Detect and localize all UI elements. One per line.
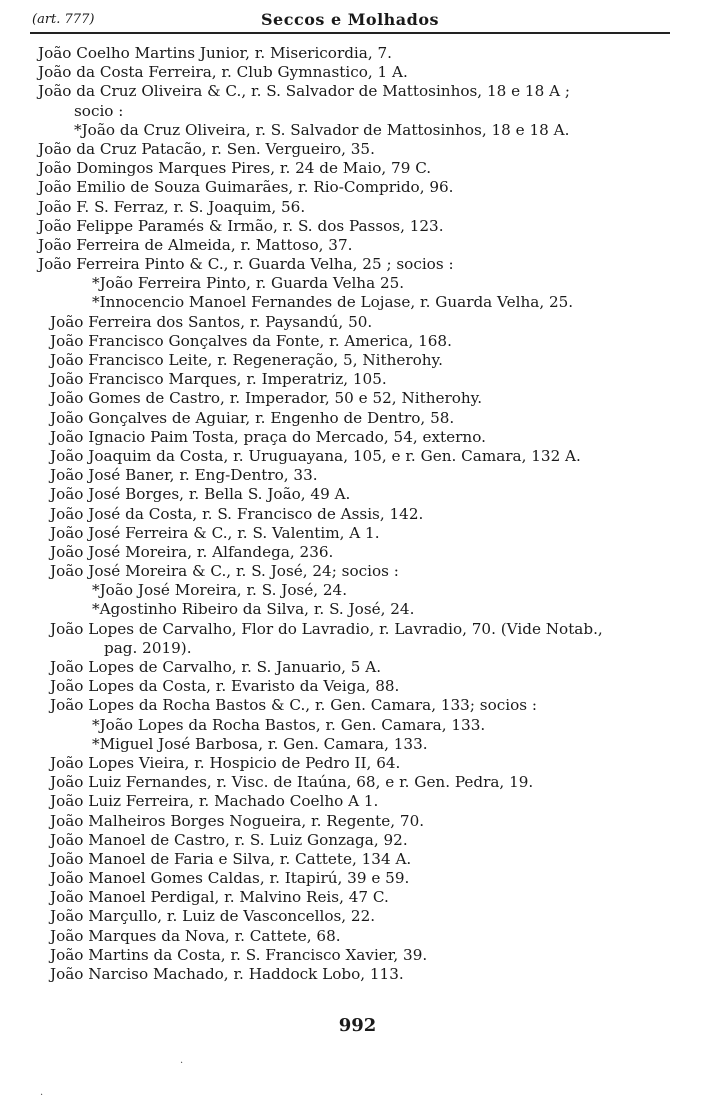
entry-line: João Manoel Perdigal, r. Malvino Reis, 47 C. (50, 888, 389, 907)
entry-line: João Luiz Ferreira, r. Machado Coelho A 1. (50, 792, 379, 811)
entry-line: João Ferreira de Almeida, r. Mattoso, 37. (38, 235, 353, 254)
entry-line: João Manoel Gomes Caldas, r. Itapirú, 39 e 59. (50, 869, 410, 888)
article-number: (art. 777) (32, 12, 95, 27)
entry-line: João José Moreira, r. Alfandega, 236. (50, 542, 334, 561)
entry-line: João Marçullo, r. Luiz de Vasconcellos, 22. (50, 907, 376, 926)
entry-line: João Gonçalves de Aguiar, r. Engenho de Dentro, 58. (50, 408, 455, 427)
entry-line: João Lopes de Carvalho, Flor do Lavradio, r. Lavradio, 70. (Vide Notab., (50, 619, 603, 638)
entry-line: João Felippe Paramés & Irmão, r. S. dos Passos, 123. (38, 216, 444, 235)
entry-line: João Ignacio Paim Tosta, praça do Mercado, 54, externo. (50, 427, 486, 446)
entry-line: João Gomes de Castro, r. Imperador, 50 e 52, Nitherohy. (50, 389, 483, 408)
partner-line: *João da Cruz Oliveira, r. S. Salvador de Mattosinhos, 18 e 18 A. (74, 120, 570, 139)
entry-line: João Joaquim da Costa, r. Uruguayana, 105, e r. Gen. Camara, 132 A. (50, 446, 581, 465)
partner-line: *Agostinho Ribeiro da Silva, r. S. José, 24. (92, 600, 415, 619)
section-title: Seccos e Molhados (260, 10, 440, 29)
entry-line: João Lopes da Costa, r. Evaristo da Veiga, 88. (50, 677, 400, 696)
entry-continuation: socio : (74, 101, 124, 120)
entry-line: João Martins da Costa, r. S. Francisco Xavier, 39. (50, 945, 428, 964)
entry-line: João Domingos Marques Pires, r. 24 de Maio, 79 C. (38, 159, 432, 178)
entry-line: João José Moreira & C., r. S. José, 24; socios : (50, 562, 399, 581)
entry-line: João Marques da Nova, r. Cattete, 68. (50, 926, 341, 945)
entry-line: João Manoel de Faria e Silva, r. Cattete, 134 A. (50, 849, 412, 868)
entry-line: João Lopes Vieira, r. Hospicio de Pedro II, 64. (50, 753, 401, 772)
entry-line: João Francisco Leite, r. Regeneração, 5, Nitherohy. (50, 351, 443, 369)
entry-continuation: pag. 2019). (104, 638, 192, 657)
entry-line: João Emilio de Souza Guimarães, r. Rio-Comprido, 96. (38, 178, 454, 197)
print-speck: · (40, 1090, 44, 1101)
entry-list (30, 44, 695, 984)
partner-line: *João José Moreira, r. S. José, 24. (92, 581, 348, 600)
entry-line: João Francisco Marques, r. Imperatriz, 105. (50, 370, 387, 389)
entry-line: João José Borges, r. Bella S. João, 49 A. (50, 485, 351, 504)
partner-line: *Innocencio Manoel Fernandes de Lojase, r. Guarda Velha, 25. (92, 293, 574, 312)
header-rule (30, 32, 670, 34)
entry-line: João Manoel de Castro, r. S. Luiz Gonzaga, 92. (50, 830, 408, 849)
page-number: 992 (338, 1015, 377, 1036)
partner-line: *João Lopes da Rocha Bastos, r. Gen. Camara, 133. (92, 715, 486, 734)
entry-line: João Luiz Fernandes, r. Visc. de Itaúna, 68, e r. Gen. Pedra, 19. (50, 773, 534, 792)
entry-line: João da Cruz Patacão, r. Sen. Vergueiro, 35. (38, 139, 375, 158)
print-speck: · (180, 1058, 184, 1069)
partner-line: *Miguel José Barbosa, r. Gen. Camara, 133. (92, 734, 428, 753)
page-header (30, 6, 670, 34)
entry-line: João F. S. Ferraz, r. S. Joaquim, 56. (38, 197, 306, 216)
entry-line: João Francisco Gonçalves da Fonte, r. America, 168. (50, 331, 452, 350)
entry-line: João Narciso Machado, r. Haddock Lobo, 113. (50, 965, 404, 983)
partner-line: *João Ferreira Pinto, r. Guarda Velha 25. (92, 274, 405, 293)
entry-line: João José Baner, r. Eng-Dentro, 33. (50, 466, 318, 485)
entry-line: João Lopes da Rocha Bastos & C., r. Gen. Camara, 133; socios : (50, 696, 537, 715)
entry-line: João Lopes de Carvalho, r. S. Januario, 5 A. (50, 658, 382, 676)
entry-line: João da Costa Ferreira, r. Club Gymnastico, 1 A. (38, 63, 408, 82)
entry-line: João Malheiros Borges Nogueira, r. Regente, 70. (50, 811, 425, 830)
entry-line: João Ferreira Pinto & C., r. Guarda Velha, 25 ; socios : (38, 255, 454, 274)
entry-line: João Coelho Martins Junior, r. Misericordia, 7. (38, 44, 392, 62)
entry-line: João José da Costa, r. S. Francisco de Assis, 142. (50, 504, 424, 523)
entry-line: João José Ferreira & C., r. S. Valentim, A 1. (50, 523, 380, 542)
entry-line: João Ferreira dos Santos, r. Paysandú, 50. (50, 312, 373, 331)
entry-line: João da Cruz Oliveira & C., r. S. Salvador de Mattosinhos, 18 e 18 A ; (38, 82, 570, 101)
